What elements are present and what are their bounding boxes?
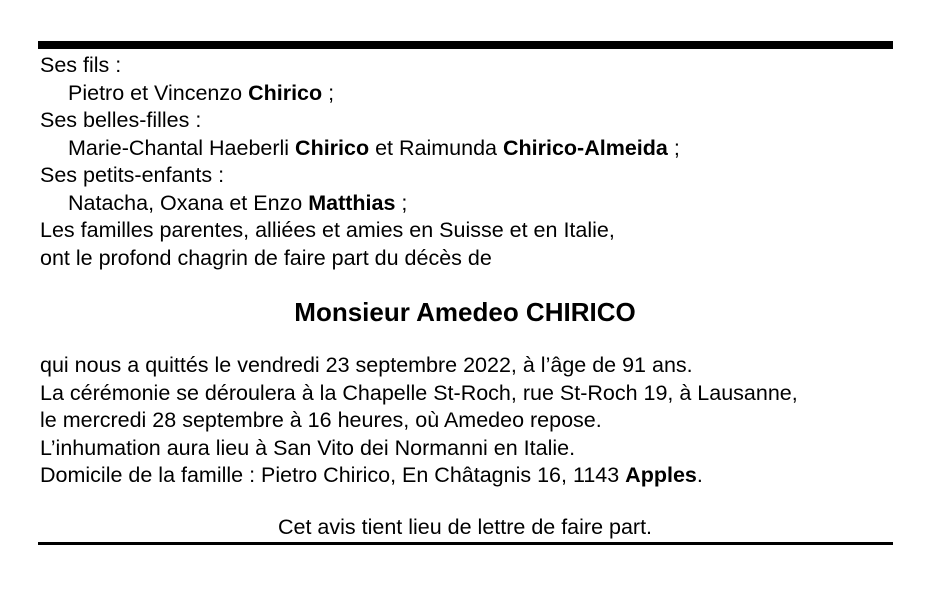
domicile-town: Apples [625,463,697,487]
dil-name-1: Marie-Chantal Haeberli [68,135,296,160]
families-line: Les familles parentes, alliées et amies en Suisse et en Italie, [40,218,615,242]
family-list [40,52,900,272]
sons-names: Pietro et Vincenzo [68,80,249,105]
daughters-in-law-label: Ses belles-filles : [40,108,202,132]
dil-end: ; [667,135,680,160]
sons-end: ; [322,80,335,105]
dil-surname-1: Chirico [295,135,370,160]
deceased-name: Monsieur Amedeo CHIRICO [294,297,636,327]
sons-surname: Chirico [248,80,323,105]
gc-names: Natacha, Oxana et Enzo [68,190,309,215]
gc-end: ; [395,190,408,215]
bottom-border-rule [38,542,893,545]
ceremony-time-line: le mercredi 28 septembre à 16 heures, où Amedeo repose. [40,408,602,432]
burial-line: L’inhumation aura lieu à San Vito dei Normanni en Italie. [40,435,576,460]
domicile-prefix: Domicile de la famille : Pietro Chirico, En Châtagnis 16, 1143 [40,463,626,487]
dil-and: et Raimunda [369,135,503,160]
daughters-in-law-line [40,135,900,163]
domicile-end: . [696,463,703,487]
domicile-line [40,462,900,490]
death-date-line: qui nous a quittés le vendredi 23 septembre 2022, à l’âge de 91 ans. [40,353,693,377]
announce-line: ont le profond chagrin de faire part du décès de [40,245,492,270]
top-border-rule [38,41,893,49]
dil-surname-2: Chirico-Almeida [502,135,668,160]
sons-label: Ses fils : [40,53,122,77]
footer-note: Cet avis tient lieu de lettre de faire part. [277,515,653,539]
sons-line [40,80,900,108]
ceremony-details [40,352,900,490]
gc-surname: Matthias [308,190,396,215]
ceremony-place-line: La cérémonie se déroulera à la Chapelle St-Roch, rue St-Roch 19, à Lausanne, [40,380,798,405]
grandchildren-line [40,190,900,218]
grandchildren-label: Ses petits-enfants : [40,163,225,187]
